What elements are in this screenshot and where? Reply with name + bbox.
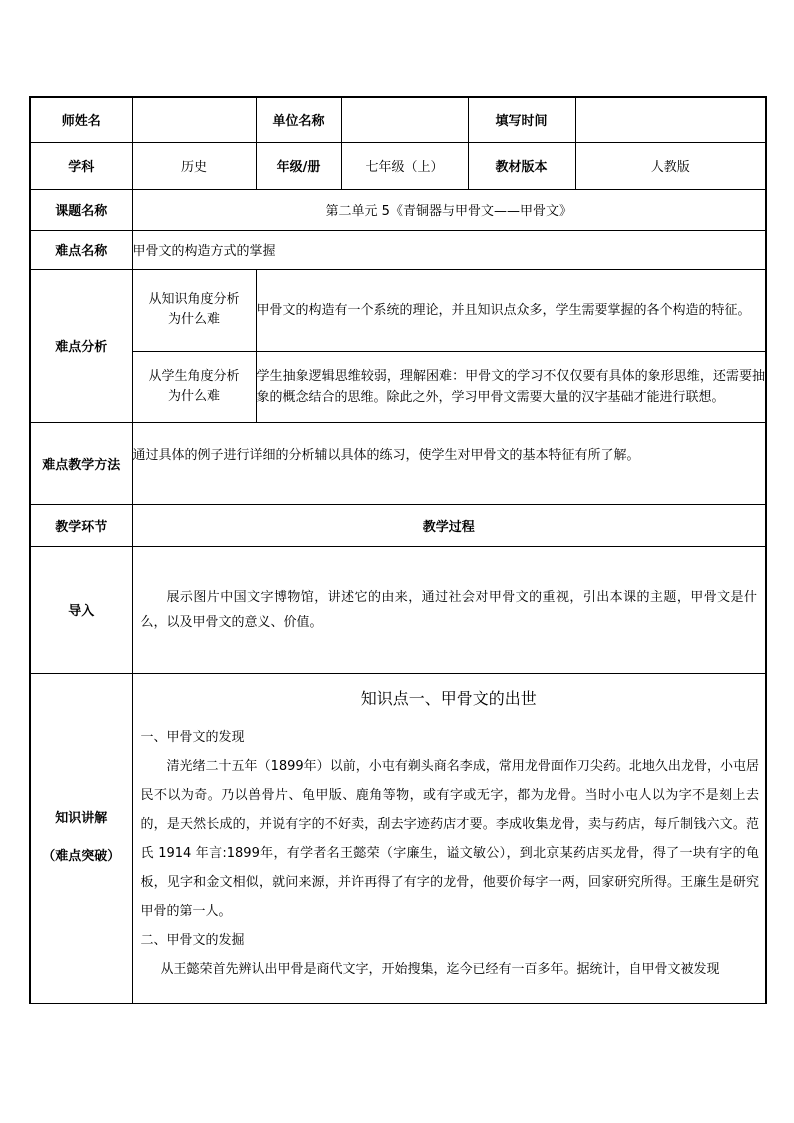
intro-cell: [132, 546, 766, 673]
stage-header: 教学环节: [30, 504, 132, 546]
knowledge-sublabel: （难点突破）: [42, 849, 121, 864]
unit-value: [341, 97, 468, 142]
time-value: [575, 97, 766, 142]
knowledge-angle-label: 从知识角度分析为什么难: [132, 269, 256, 351]
method-value: 通过具体的例子进行详细的分析辅以具体的练习，使学生对甲骨文的基本特征有所了解。: [132, 422, 766, 504]
analysis-row-student: [30, 351, 766, 422]
section2-text: 从王懿荣首先辨认出甲骨是商代文字，开始搜集，迄今已经有一百多年。据统计，自甲骨文被发现: [160, 961, 720, 977]
knowledge-angle-text: 甲骨文的构造有一个系统的理论，并且知识点众多，学生需要掌握的各个构造的特征。: [256, 269, 766, 351]
section2-heading: 二、甲骨文的发掘: [140, 932, 245, 948]
grade-label: 年级/册: [256, 142, 341, 189]
analysis-row-knowledge: [30, 269, 766, 351]
knowledge-content: [132, 673, 766, 1003]
textbook-value: 人教版: [575, 142, 766, 189]
teacher-value: [132, 97, 256, 142]
teacher-label: 师姓名: [30, 97, 132, 142]
intro-row: [30, 546, 766, 673]
difficulty-row: [30, 230, 766, 269]
knowledge-row: [30, 673, 766, 1003]
topic-label: 课题名称: [30, 189, 132, 230]
analysis-label: 难点分析: [30, 269, 132, 422]
student-angle-label: 从学生角度分析为什么难: [132, 351, 256, 422]
unit-label: 单位名称: [256, 97, 341, 142]
textbook-label: 教材版本: [468, 142, 575, 189]
student-angle-text: 学生抽象逻辑思维较弱，理解困难：甲骨文的学习不仅仅要有具体的象形思维，还需要抽象的概念结合的思维。除此之外，学习甲骨文需要大量的汉字基础才能进行联想。: [256, 351, 766, 422]
difficulty-value: 甲骨文的构造方式的掌握: [132, 230, 766, 269]
process-header: 教学过程: [132, 504, 766, 546]
intro-text: 展示图片中国文字博物馆，讲述它的由来，通过社会对甲骨文的重视，引出本课的主题，甲骨文是什么，以及甲骨文的意义、价值。: [140, 589, 757, 630]
section1-text: 清光绪二十五年（1899年）以前，小屯有剃头商名李成，常用龙骨面作刀尖药。北地久出龙骨，小屯居民不以为奇。乃以兽骨片、龟甲版、鹿角等物，或有字或无字，都为龙骨。当时小屯人以为字不是刻上去的，是天然长成的，并说有字的不好卖，刮去字迹药店才要。李成收集龙骨，卖与药店，每斤制钱六文。范氏 1914 年言:1899年，有学者名王懿荣（字廉生，谥文敏公），到北京某药店买龙骨，得了一块有字的龟板，见字和金文相似，就问来源，并许再得了有字的龙骨，他要价每字一两，回家研究所得。王廉生是研究甲骨的第一人。: [140, 758, 759, 919]
topic-value: 第二单元 5《青铜器与甲骨文——甲骨文》: [132, 189, 766, 230]
lesson-plan-table: [29, 96, 767, 1004]
info-row-1: [30, 97, 766, 142]
section1-heading: 一、甲骨文的发现: [140, 729, 245, 745]
subject-value: 历史: [132, 142, 256, 189]
knowledge-label-cell: [30, 673, 132, 1003]
topic-row: [30, 189, 766, 230]
intro-label: 导入: [30, 546, 132, 673]
subject-label: 学科: [30, 142, 132, 189]
difficulty-label: 难点名称: [30, 230, 132, 269]
method-label: 难点教学方法: [30, 422, 132, 504]
info-row-2: [30, 142, 766, 189]
time-label: 填写时间: [468, 97, 575, 142]
grade-value: 七年级（上）: [341, 142, 468, 189]
knowledge-point-title: 知识点一、甲骨文的出世: [360, 688, 537, 708]
process-header-row: [30, 504, 766, 546]
knowledge-label: 知识讲解: [55, 811, 108, 826]
method-row: [30, 422, 766, 504]
